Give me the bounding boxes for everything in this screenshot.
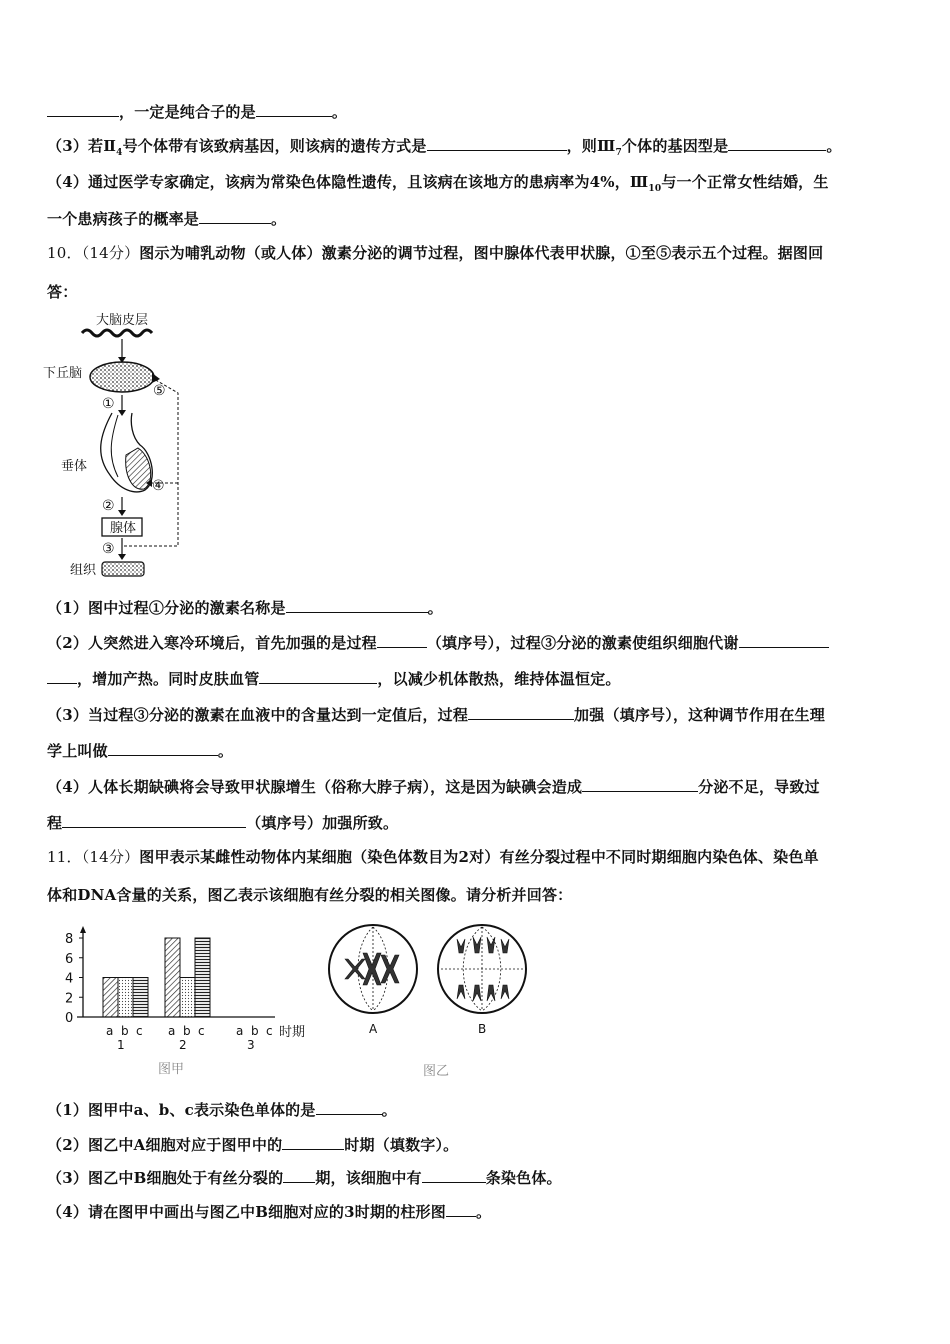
bar-label: c bbox=[136, 1024, 143, 1038]
answer-blank[interactable] bbox=[377, 633, 427, 648]
q10-stem: 10．（14分）图示为哺乳动物（或人体）激素分泌的调节过程，图中腺体代表甲状腺，①至⑤表示五个过程。据图回 bbox=[47, 244, 824, 262]
answer-blank[interactable] bbox=[446, 1202, 476, 1217]
answer-blank[interactable] bbox=[728, 136, 826, 151]
q11-stem: 11．（14分）图甲表示某雌性动物体内某细胞（染色体数目为2对）有丝分裂过程中不同时期细胞内染色体、染色单 bbox=[47, 848, 819, 866]
cell-images-yi bbox=[325, 915, 545, 1080]
bar-c-period-2 bbox=[195, 938, 210, 1017]
y-axis-arrow bbox=[80, 926, 86, 933]
q9-part4-cont: 一个患病孩子的概率是 。 bbox=[47, 210, 287, 228]
q11-part2: （2）图乙中A细胞对应于图甲中的 时期（填数字）。 bbox=[47, 1136, 459, 1154]
answer-blank[interactable] bbox=[259, 669, 377, 684]
q10-part2: （2）人突然进入寒冷环境后，首先加强的是过程 （填序号），过程③分泌的激素使组织细胞代谢 bbox=[47, 632, 829, 653]
y-tick-label: 4 bbox=[65, 971, 74, 987]
label-process-2: ② bbox=[102, 498, 115, 514]
q9-part4: （4）通过医学专家确定，该病为常染色体隐性遗传，且该病在该地方的患病率为4%，$Ⅲ_{10}$与一个正常女性结婚，生 bbox=[47, 173, 829, 194]
bar-label: a bbox=[168, 1024, 176, 1038]
bar-b-period-1 bbox=[118, 978, 133, 1018]
answer-blank[interactable] bbox=[582, 777, 698, 792]
y-tick-label: 0 bbox=[65, 1011, 74, 1026]
q10-stem-cont: 答： bbox=[47, 283, 78, 301]
bar-a-period-2 bbox=[165, 938, 180, 1017]
label-cortex: 大脑皮层 bbox=[96, 313, 149, 328]
bar-b-period-2 bbox=[180, 978, 195, 1018]
q10-part4-cont: 程 （填序号）加强所致。 bbox=[47, 814, 399, 832]
answer-blank[interactable] bbox=[283, 1168, 315, 1183]
label-process-1: ① bbox=[102, 396, 115, 412]
category-label: 1 bbox=[117, 1038, 125, 1052]
y-tick-label: 2 bbox=[65, 991, 74, 1007]
cell-b bbox=[438, 925, 526, 1036]
q10-part1: （1）图中过程①分泌的激素名称是 。 bbox=[47, 599, 443, 617]
category-label: 2 bbox=[179, 1038, 187, 1052]
chart-caption: 图甲 bbox=[158, 1062, 185, 1077]
answer-blank[interactable] bbox=[256, 102, 332, 117]
cells-caption: 图乙 bbox=[423, 1064, 450, 1079]
label-hypothalamus: 下丘脑 bbox=[43, 366, 83, 381]
answer-blank[interactable] bbox=[62, 813, 246, 828]
cell-b-label: B bbox=[478, 1022, 487, 1036]
answer-blank[interactable] bbox=[468, 705, 574, 720]
category-label: 3 bbox=[247, 1038, 255, 1052]
hypothalamus-shape bbox=[90, 362, 154, 392]
q10-part2-cont: ，增加产热。同时皮肤血管 ，以减少机体散热，维持体温恒定。 bbox=[47, 668, 621, 689]
q11-part1: （1）图甲中a、b、c表示染色单体的是 。 bbox=[47, 1101, 397, 1119]
bar-label: b bbox=[251, 1024, 259, 1038]
label-process-5: ⑤ bbox=[153, 383, 166, 399]
bar-c-period-1 bbox=[133, 978, 148, 1018]
label-process-4: ④ bbox=[152, 478, 165, 494]
q9-part3: （3）若$Ⅱ_4$号个体带有该致病基因，则该病的遗传方式是 ，则$Ⅲ_7$个体的基因型是 。 bbox=[47, 137, 842, 158]
hormone-regulation-diagram bbox=[40, 305, 200, 580]
cortex-wave bbox=[82, 330, 152, 336]
bar-label: c bbox=[266, 1024, 273, 1038]
q11-part3: （3）图乙中B细胞处于有丝分裂的 期，该细胞中有 条染色体。 bbox=[47, 1169, 562, 1187]
bar-label: b bbox=[183, 1024, 191, 1038]
label-tissue: 组织 bbox=[70, 563, 97, 578]
cell-a-label: A bbox=[369, 1022, 378, 1036]
q9-line-1: ，一定是纯合子的是 。 bbox=[47, 101, 347, 122]
answer-blank[interactable] bbox=[422, 1168, 486, 1183]
answer-blank[interactable] bbox=[47, 669, 77, 684]
answer-blank[interactable] bbox=[739, 633, 829, 648]
bar-label: b bbox=[121, 1024, 129, 1038]
q10-part3: （3）当过程③分泌的激素在血液中的含量达到一定值后，过程 加强（填序号），这种调节作用在生理 bbox=[47, 706, 825, 724]
answer-blank[interactable] bbox=[286, 598, 428, 613]
answer-blank[interactable] bbox=[316, 1100, 382, 1115]
cell-a bbox=[329, 925, 417, 1036]
q11-stem-cont: 体和DNA含量的关系，图乙表示该细胞有丝分裂的相关图像。请分析并回答： bbox=[47, 886, 573, 904]
label-gland: 腺体 bbox=[110, 521, 137, 536]
bar-chart-jia bbox=[55, 925, 325, 1085]
q10-part4: （4）人体长期缺碘将会导致甲状腺增生（俗称大脖子病），这是因为缺碘会造成 分泌不足，导致过 bbox=[47, 778, 820, 796]
answer-blank[interactable] bbox=[108, 741, 218, 756]
bar-label: c bbox=[198, 1024, 205, 1038]
tissue-shape bbox=[102, 562, 144, 576]
bar-label: a bbox=[236, 1024, 244, 1038]
answer-blank[interactable] bbox=[199, 209, 271, 224]
label-pituitary: 垂体 bbox=[61, 459, 88, 474]
label-process-3: ③ bbox=[102, 541, 115, 557]
q10-part3-cont: 学上叫做 。 bbox=[47, 742, 234, 760]
y-tick-label: 6 bbox=[65, 951, 74, 967]
bar-label: a bbox=[106, 1024, 114, 1038]
answer-blank[interactable] bbox=[47, 102, 119, 117]
q11-part4: （4）请在图甲中画出与图乙中B细胞对应的3时期的柱形图 。 bbox=[47, 1203, 492, 1221]
answer-blank[interactable] bbox=[282, 1135, 344, 1150]
answer-blank[interactable] bbox=[427, 136, 567, 151]
x-axis-label: 时期 bbox=[279, 1025, 306, 1040]
bar-a-period-1 bbox=[103, 978, 118, 1018]
y-tick-label: 8 bbox=[65, 932, 74, 947]
